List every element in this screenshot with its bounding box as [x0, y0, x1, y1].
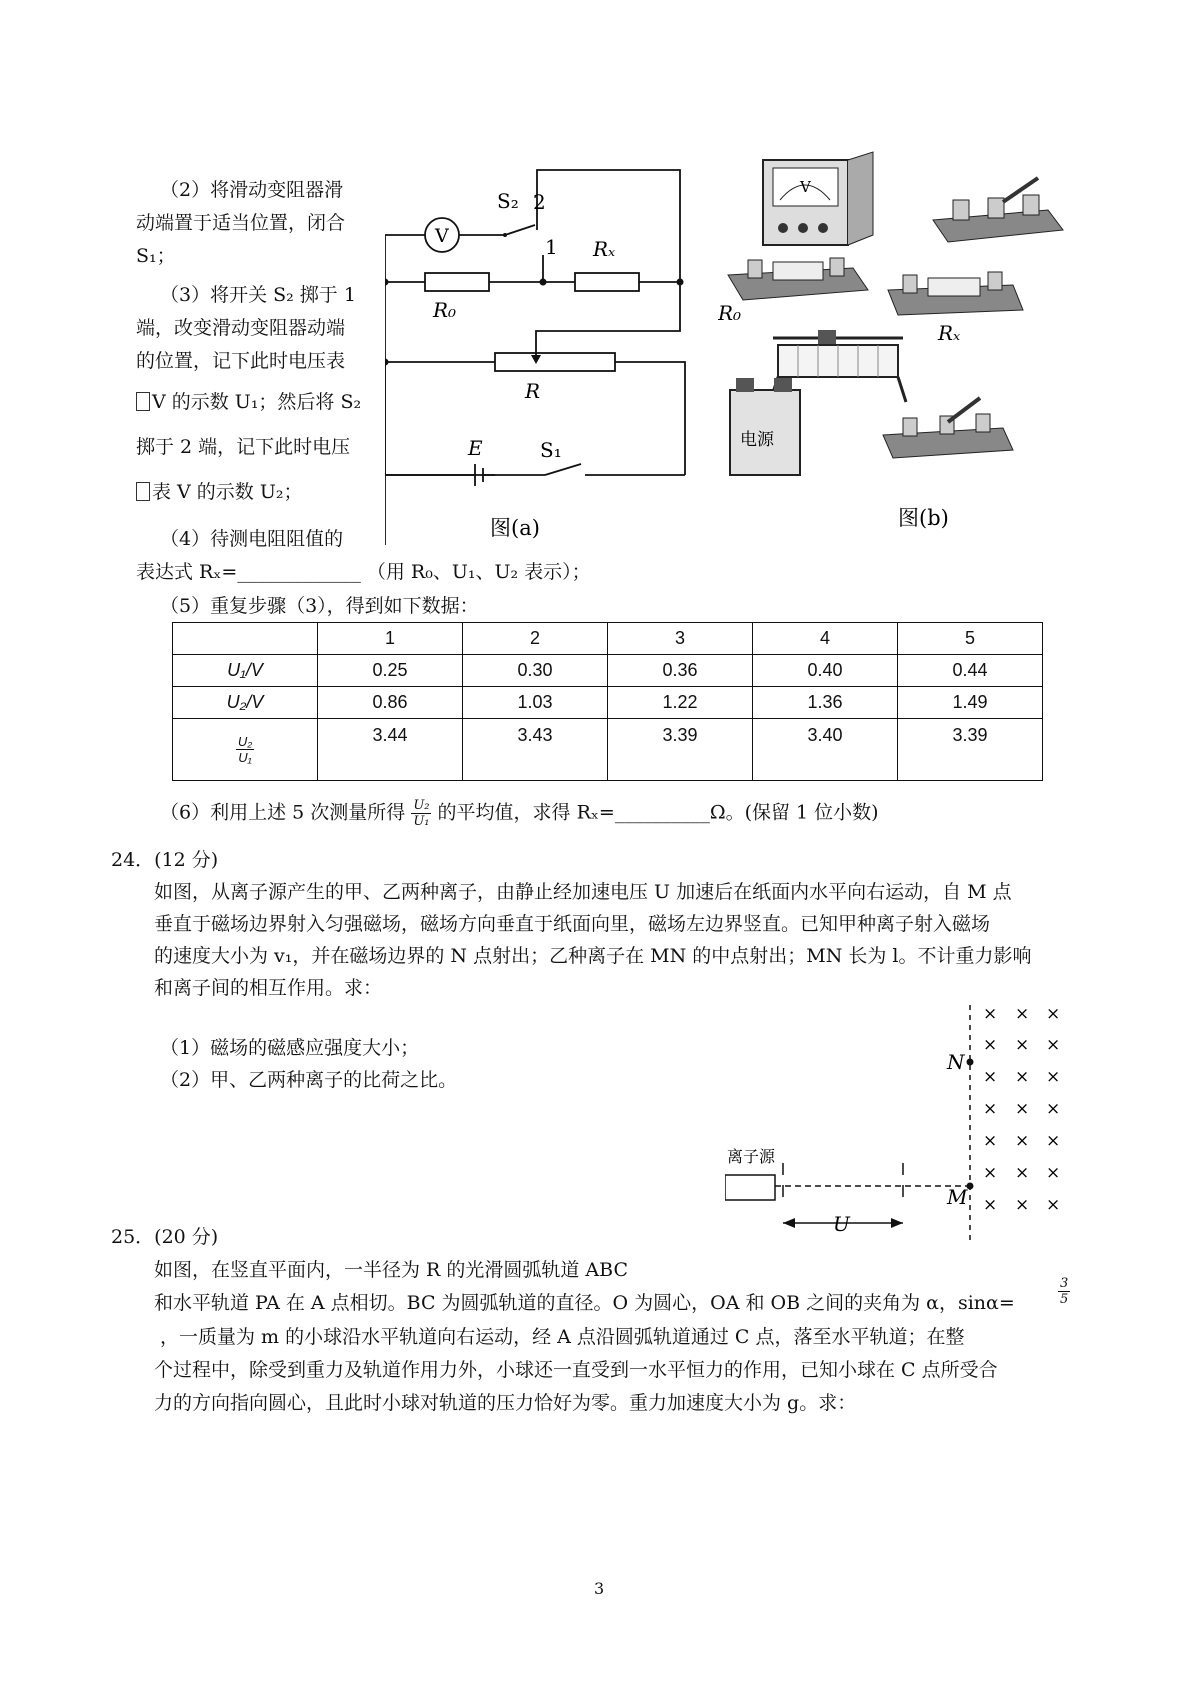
- apparatus-figure-b: [718, 140, 1158, 540]
- step2-line1: （2）将滑动变阻器滑: [160, 179, 344, 201]
- rx-board-icon: [888, 272, 1023, 345]
- table-cell: 1.49: [898, 687, 1043, 719]
- q24-title: 24．(12 分): [111, 849, 219, 871]
- svg-text:×: ×: [1046, 1035, 1061, 1055]
- q24-line4: 和离子间的相互作用。求：: [154, 977, 383, 999]
- table-row: [173, 719, 1043, 781]
- svg-text:×: ×: [1046, 1131, 1061, 1151]
- table-row: [173, 655, 1043, 687]
- step3-line1: （3）将开关 S₂ 掷于 1: [160, 284, 356, 306]
- photo-r0-label: R₀: [718, 301, 742, 325]
- svg-text:×: ×: [983, 1163, 998, 1183]
- q24-line2: 垂直于磁场边界射入匀强磁场，磁场方向垂直于纸面向里，磁场左边界竖直。已知甲种离子射入磁场: [154, 913, 991, 935]
- table-cell: 0.30: [463, 655, 608, 687]
- s2-label: S₂: [497, 189, 519, 213]
- voltmeter-icon: [136, 482, 150, 501]
- table-row-label: U₂/V: [173, 687, 318, 719]
- step3-line5: 掷于 2 端，记下此时电压: [136, 436, 351, 458]
- svg-text:×: ×: [983, 1131, 998, 1151]
- q25-line4: 个过程中，除受到重力及轨道作用力外，小球还一直受到一水平恒力的作用，已知小球在 C 点所受合: [154, 1359, 998, 1381]
- table-cell: 3.39: [608, 719, 753, 781]
- step4-expression: 表达式 Rₓ=_____________ （用 R₀、U₁、U₂ 表示）；: [136, 561, 591, 583]
- r0-board-icon: [718, 258, 868, 325]
- switch-bottom-icon: [883, 398, 1013, 458]
- step2-line2: 动端置于适当位置，闭合: [136, 212, 346, 234]
- step4-line1: （4）待测电阻阻值的: [160, 528, 344, 550]
- svg-text:×: ×: [1015, 1035, 1030, 1055]
- table-header-row: [173, 623, 1043, 655]
- ion-source-label: 离子源: [727, 1147, 776, 1166]
- table-cell: 0.36: [608, 655, 753, 687]
- sin-alpha-fraction: $\frac{3}{5}$: [1060, 1276, 1069, 1307]
- step6-text: （6）利用上述 5 次测量所得 $\frac{\text{U₂}}{\text{U₁}}$ 的平均值，求得 Rₓ=__________Ω。(保留 1 位小数): [160, 798, 879, 829]
- svg-text:×: ×: [983, 1195, 998, 1215]
- table-cell: 1.22: [608, 687, 753, 719]
- data-table: [172, 622, 1043, 781]
- voltmeter-device-icon: [763, 152, 873, 245]
- svg-text:×: ×: [1015, 1005, 1030, 1024]
- switch-top-icon: [933, 178, 1063, 242]
- q25-line5: 力的方向指向圆心，且此时小球对轨道的压力恰好为零。重力加速度大小为 g。求：: [154, 1392, 857, 1414]
- table-cell: 0.86: [318, 687, 463, 719]
- step3-line4: V 的示数 U₁；然后将 S₂: [136, 390, 361, 415]
- table-row-label: [173, 719, 318, 781]
- svg-text:×: ×: [1046, 1067, 1061, 1087]
- q24-part2: （2）甲、乙两种离子的比荷之比。: [160, 1069, 458, 1091]
- table-cell: 1.36: [753, 687, 898, 719]
- table-cell: 0.40: [753, 655, 898, 687]
- q24-part1: （1）磁场的磁感应强度大小；: [160, 1037, 420, 1059]
- field-crosses: [983, 1005, 1060, 1215]
- svg-text:×: ×: [1015, 1195, 1030, 1215]
- voltmeter-icon: [136, 392, 150, 411]
- table-cell: 1.03: [463, 687, 608, 719]
- table-cell: 2: [463, 623, 608, 655]
- page-number: 3: [594, 1579, 605, 1598]
- ratio-fraction: $\frac{\text{U₂}}{\text{U₁}}$: [413, 798, 430, 829]
- table-cell: 3.40: [753, 719, 898, 781]
- voltmeter-label: V: [435, 225, 449, 247]
- q24-line3: 的速度大小为 v₁，并在磁场边界的 N 点射出；乙种离子在 MN 的中点射出；MN 长为 l。不计重力影响: [154, 945, 1032, 967]
- step5-text: （5）重复步骤（3），得到如下数据：: [160, 595, 479, 617]
- svg-text:×: ×: [1015, 1131, 1030, 1151]
- table-cell: 0.44: [898, 655, 1043, 687]
- svg-text:×: ×: [1046, 1195, 1061, 1215]
- n-point-label: N: [947, 1050, 965, 1074]
- svg-text:×: ×: [983, 1099, 998, 1119]
- svg-text:×: ×: [1046, 1163, 1061, 1183]
- table-cell: 3.43: [463, 719, 608, 781]
- svg-text:×: ×: [983, 1035, 998, 1055]
- q25-line2: 和水平轨道 PA 在 A 点相切。BC 为圆弧轨道的直径。O 为圆心，OA 和 OB 之间的夹角为 α，sinα=: [154, 1292, 1015, 1314]
- q24-line1: 如图，从离子源产生的甲、乙两种离子，由静止经加速电压 U 加速后在纸面内水平向右运动，自 M 点: [154, 881, 1012, 903]
- q24-magnetic-field-figure: [725, 1005, 1075, 1245]
- figure-a-caption: 图(a): [490, 516, 540, 540]
- svg-text:×: ×: [1015, 1163, 1030, 1183]
- terminal-1-label: 1: [545, 235, 558, 259]
- svg-text:×: ×: [983, 1005, 998, 1024]
- step3-line3: 的位置，记下此时电压表: [136, 350, 346, 372]
- table-cell: 0.25: [318, 655, 463, 687]
- table-cell: 5: [898, 623, 1043, 655]
- table-cell: 1: [318, 623, 463, 655]
- s1-label: S₁: [540, 438, 562, 462]
- meter-v-label: V: [800, 178, 811, 196]
- u-label: U: [833, 1212, 850, 1236]
- figure-b-caption: 图(b): [898, 506, 949, 530]
- q25-line3: ，一质量为 m 的小球沿水平轨道向右运动，经 A 点沿圆弧轨道通过 C 点，落至水平轨道；在整: [160, 1326, 965, 1348]
- table-cell: 3.39: [898, 719, 1043, 781]
- q25-line1: 如图，在竖直平面内，一半径为 R 的光滑圆弧轨道 ABC: [154, 1259, 628, 1281]
- e-label: E: [468, 436, 483, 460]
- step3-line6: 表 V 的示数 U₂；: [136, 480, 302, 505]
- r-label: R: [525, 379, 541, 403]
- table-cell: 4: [753, 623, 898, 655]
- table-cell: 3: [608, 623, 753, 655]
- power-source-icon: [730, 378, 800, 475]
- svg-text:×: ×: [1015, 1067, 1030, 1087]
- step2-line3: S₁；: [136, 245, 176, 267]
- rx-label: Rₓ: [593, 237, 616, 261]
- table-row-label: U₁/V: [173, 655, 318, 687]
- m-point-label: M: [947, 1185, 968, 1209]
- svg-text:×: ×: [983, 1067, 998, 1087]
- circuit-diagram-a: [385, 155, 705, 545]
- svg-text:×: ×: [1015, 1099, 1030, 1119]
- photo-rx-label: Rₓ: [938, 321, 961, 345]
- svg-text:×: ×: [1046, 1005, 1061, 1024]
- table-cell: [173, 623, 318, 655]
- ratio-fraction: $\frac{\text{U₂}}{\text{U₁}}$: [237, 734, 253, 765]
- terminal-2-label: 2: [533, 190, 546, 214]
- table-row: [173, 687, 1043, 719]
- r0-label: R₀: [433, 298, 457, 322]
- power-source-label: 电源: [740, 430, 774, 450]
- svg-text:×: ×: [1046, 1099, 1061, 1119]
- q25-title: 25．(20 分): [111, 1226, 219, 1248]
- step3-line2: 端，改变滑动变阻器动端: [136, 317, 346, 339]
- table-cell: 3.44: [318, 719, 463, 781]
